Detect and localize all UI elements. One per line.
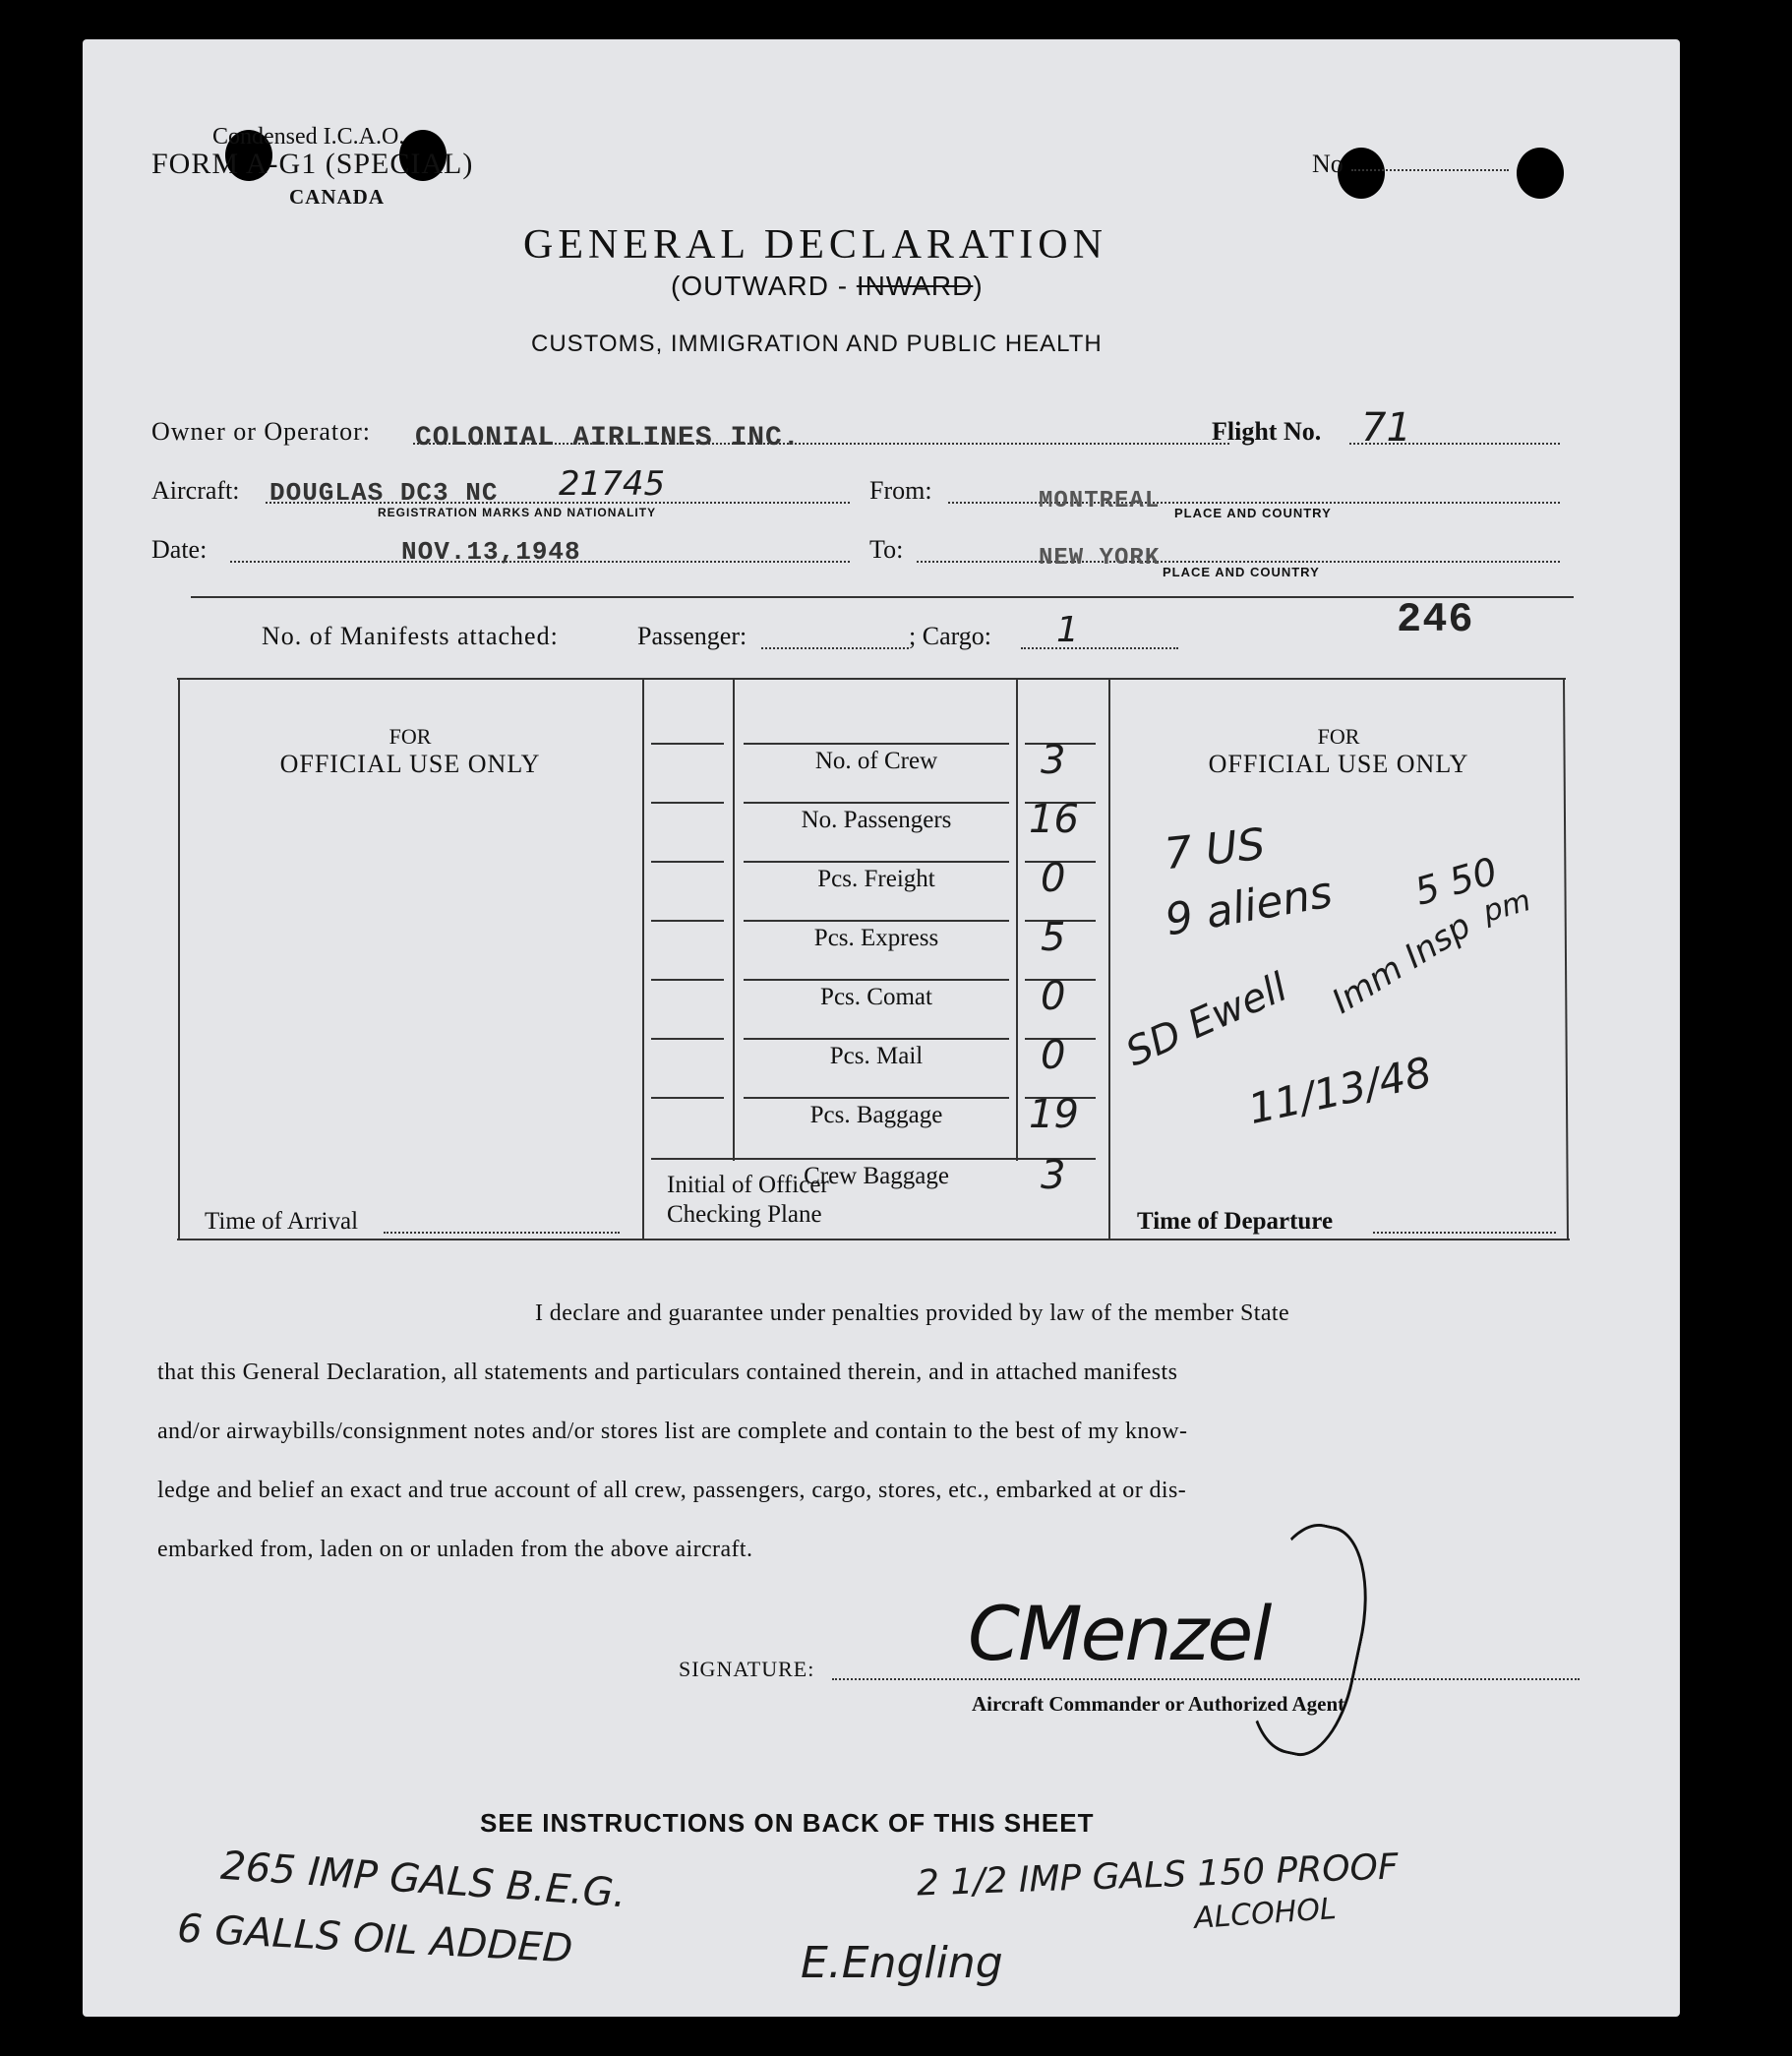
to-place-caption: PLACE AND COUNTRY [1163,565,1320,579]
note-time-pm: pm [1479,883,1535,930]
row-value-crew-baggage: 3 [1041,1153,1066,1198]
stamp-number: 246 [1397,596,1474,643]
manifests-label: No. of Manifests attached: [262,622,559,650]
row-value-crew: 3 [1041,738,1066,783]
row-value-freight: 0 [1041,856,1066,901]
departments-heading: CUSTOMS, IMMIGRATION AND PUBLIC HEALTH [531,331,1103,357]
owner-value: COLONIAL AIRLINES INC. [415,423,801,454]
signature-handwritten: CMenzel [968,1590,1271,1677]
declaration-line-1: I declare and guarantee under penalties provided by law of the member State [535,1300,1290,1326]
number-label: No [1312,150,1344,178]
note-us-count: 7 US [1162,818,1268,880]
row-value-passengers: 16 [1029,797,1079,842]
subtitle-close: ) [973,271,984,301]
officer-initial-line2: Checking Plane [667,1201,822,1228]
alcohol-note: 2 1/2 IMP GALS 150 PROOF [916,1846,1400,1905]
row-label-freight: Pcs. Freight [817,866,935,892]
signature-field [832,1678,1580,1680]
date-value: NOV.13,1948 [401,537,581,567]
instructions-footer: SEE INSTRUCTIONS ON BACK OF THIS SHEET [480,1808,1095,1838]
officer-initial-line1: Initial of Officer [667,1172,829,1198]
left-official-label: OFFICIAL USE ONLY [279,750,541,778]
from-value: MONTREAL [1039,488,1161,514]
signature-label: SIGNATURE: [679,1657,815,1681]
flight-value: 71 [1361,405,1411,451]
cargo-field [1021,647,1178,649]
right-official-label: OFFICIAL USE ONLY [1208,750,1469,778]
declaration-line-5: embarked from, laden on or unladen from the above aircraft. [157,1537,753,1562]
cargo-value: 1 [1056,610,1079,650]
outward-label: (OUTWARD - [671,271,849,301]
inward-label-struck: INWARD [856,271,974,301]
note-inspector-title: Imm Insp [1325,906,1478,1022]
declaration-line-2: that this General Declaration, all statements and particulars contained therein, and in attached manifests [157,1360,1178,1385]
arrival-field [384,1232,620,1234]
note-time: 5 50 [1409,849,1503,914]
note-inspector: SD Ewell [1119,964,1294,1076]
passenger-label: Passenger: [637,622,747,650]
form-country: CANADA [289,185,385,209]
aircraft-label: Aircraft: [151,476,240,505]
passenger-field [761,647,909,649]
row-label-baggage: Pcs. Baggage [809,1102,943,1128]
row-label-comat: Pcs. Comat [820,984,932,1010]
flight-label: Flight No. [1212,417,1322,446]
page-title: GENERAL DECLARATION [523,222,1107,268]
separator [191,596,1574,598]
officer-initial-label [667,1171,829,1230]
row-label-express: Pcs. Express [813,925,939,951]
departure-field [1373,1232,1556,1234]
punch-hole [1517,148,1564,199]
from-place-caption: PLACE AND COUNTRY [1174,506,1332,520]
row-label-crew-baggage: Crew Baggage [804,1163,949,1189]
aircraft-value: DOUGLAS DC3 NC [269,478,499,508]
signature-caption: Aircraft Commander or Authorized Agent [972,1692,1345,1716]
official-use-table [177,677,1572,1241]
declaration-line-4: ledge and belief an exact and true account of all crew, passengers, cargo, stores, etc., embarked at or dis- [157,1478,1187,1503]
number-field [1351,169,1509,171]
row-label-passengers: No. Passengers [801,807,952,833]
form-number: FORM A-G1 (SPECIAL) [151,148,474,180]
row-value-express: 5 [1041,915,1066,960]
departure-label: Time of Departure [1137,1208,1334,1235]
registration-caption: REGISTRATION MARKS AND NATIONALITY [378,506,657,519]
note-date: 11/13/48 [1243,1047,1436,1134]
note-alien-count: 9 aliens [1161,867,1337,946]
oil-note: 6 GALLS OIL ADDED [176,1905,574,1972]
row-label-crew: No. of Crew [814,748,938,774]
declaration-sheet [83,39,1680,2017]
row-value-baggage: 19 [1029,1092,1079,1137]
form-condensed-line: Condensed I.C.A.O. [212,124,405,150]
cargo-label: ; Cargo: [909,622,992,650]
officer-initials: E.Engling [801,1938,1003,1988]
row-label-mail: Pcs. Mail [829,1043,924,1069]
date-label: Date: [151,535,208,564]
to-field [917,561,1560,563]
row-value-mail: 0 [1041,1033,1066,1078]
left-for-label: FOR [388,724,432,749]
right-official-header [1109,724,1568,779]
to-value: NEW YORK [1039,545,1161,572]
row-value-comat: 0 [1041,974,1066,1019]
signature-flourish [1226,1514,1385,1765]
punch-hole [1338,148,1385,199]
page-subtitle [671,271,984,302]
to-label: To: [869,535,904,564]
from-label: From: [869,476,932,505]
left-official-header [177,724,643,779]
alcohol-note-2: ALCOHOL [1192,1891,1338,1937]
aircraft-registration: 21745 [559,464,666,504]
fuel-note: 265 IMP GALS B.E.G. [218,1843,627,1917]
declaration-line-3: and/or airwaybills/consignment notes and/or stores list are complete and contain to the best of my know- [157,1419,1188,1444]
owner-label: Owner or Operator: [151,417,372,446]
right-for-label: FOR [1317,724,1360,749]
arrival-label: Time of Arrival [205,1208,359,1235]
